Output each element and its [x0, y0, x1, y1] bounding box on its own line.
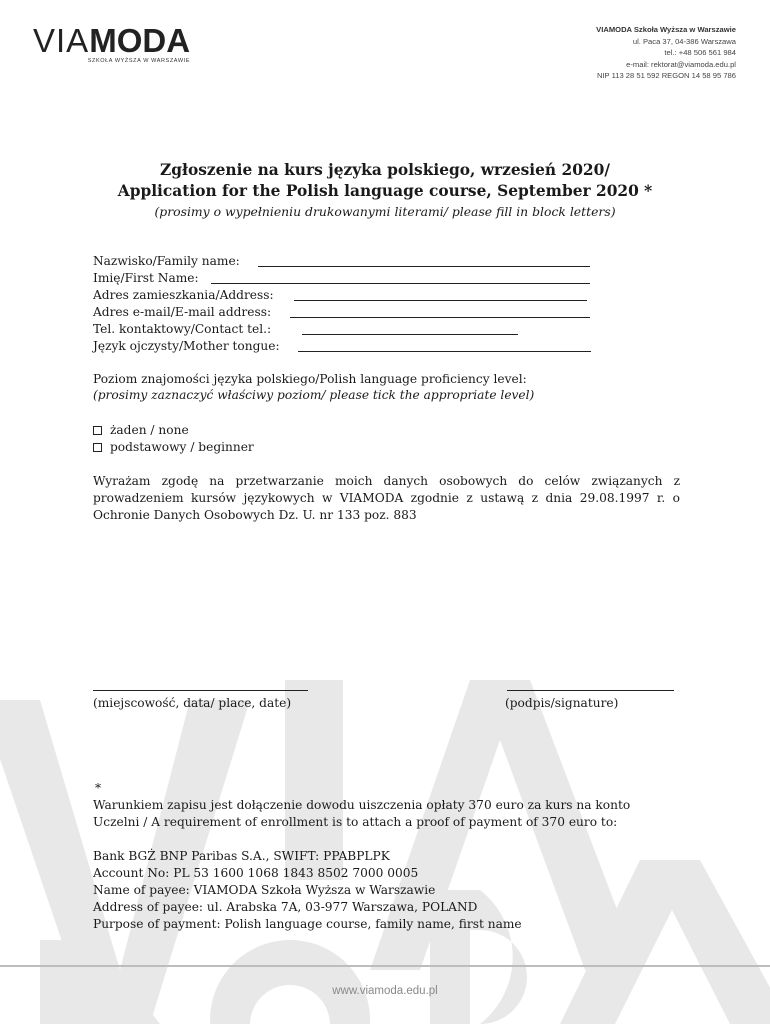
- phone-label: Tel. kontaktowy/Contact tel.:: [93, 322, 272, 336]
- payment-payee-address: Address of payee: ul. Arabska 7A, 03-977 Warszawa, POLAND: [93, 900, 478, 914]
- contact-org: VIAMODA Szkoła Wyższa w Warszawie: [596, 25, 736, 34]
- signature-label: (podpis/signature): [505, 696, 619, 710]
- payment-requirement-line1: Warunkiem zapisu jest dołączenie dowodu uiszczenia opłaty 370 euro za kurs na konto: [93, 798, 631, 812]
- phone-input-line[interactable]: [302, 333, 518, 335]
- form-title: [40, 160, 730, 221]
- family-name-input-line[interactable]: [258, 265, 590, 267]
- address-input-line[interactable]: [294, 299, 587, 301]
- payment-asterisk: *: [95, 781, 102, 795]
- level-beginner-label: podstawowy / beginner: [110, 439, 254, 454]
- data-processing-consent: Wyrażam zgodę na przetwarzanie moich danych osobowych do celów związanych z prowadzeniem kursów językowych w VIAMODA zgodnie z ustawą z dnia 29.08.1997 r. o Ochronie Danych Osobowych Dz. U. nr 133 poz. 883: [93, 474, 680, 522]
- footer-url: www.viamoda.edu.pl: [332, 985, 438, 997]
- mother-tongue-field: [93, 336, 280, 353]
- email-field: [93, 302, 271, 319]
- contact-address: ul. Paca 37, 04-386 Warszawa: [632, 36, 736, 46]
- payment-purpose: Purpose of payment: Polish language course, family name, first name: [93, 917, 522, 931]
- level-none-label: żaden / none: [110, 422, 189, 437]
- proficiency-instruction: (prosimy zaznaczyć właściwy poziom/ please tick the appropriate level): [93, 388, 535, 402]
- address-label: Adres zamieszkania/Address:: [93, 288, 274, 302]
- contact-block: [596, 24, 736, 82]
- title-subtitle: (prosimy o wypełnieniu drukowanymi literami/ please fill in block letters): [154, 204, 616, 219]
- logo-moda: MODA: [89, 22, 191, 59]
- place-date-line[interactable]: [93, 690, 308, 691]
- payment-requirement-line2: Uczelni / A requirement of enrollment is to attach a proof of payment of 370 euro to:: [93, 815, 618, 829]
- footer-divider: [0, 965, 770, 967]
- signature-line[interactable]: [507, 690, 674, 691]
- payment-payee: Name of payee: VIAMODA Szkoła Wyższa w Warszawie: [93, 883, 436, 897]
- payment-bank: Bank BGŻ BNP Paribas S.A., SWIFT: PPABPLPK: [93, 849, 390, 863]
- level-none-option[interactable]: [93, 421, 189, 438]
- level-beginner-option[interactable]: [93, 438, 254, 455]
- address-field: [93, 285, 274, 302]
- contact-email: e-mail: rektorat@viamoda.edu.pl: [626, 59, 736, 69]
- phone-field: [93, 319, 271, 336]
- title-english: Application for the Polish language course, September 2020 *: [117, 182, 653, 200]
- contact-ids: NIP 113 28 51 592 REGON 14 58 95 786: [596, 71, 736, 81]
- family-name-label: Nazwisko/Family name:: [93, 254, 240, 268]
- logo-wordmark: [33, 24, 190, 57]
- email-input-line[interactable]: [290, 316, 590, 318]
- mother-tongue-input-line[interactable]: [298, 350, 591, 352]
- first-name-field: [93, 268, 199, 285]
- level-beginner-checkbox[interactable]: [93, 443, 102, 452]
- logo-via: VIA: [33, 22, 90, 59]
- first-name-input-line[interactable]: [211, 282, 590, 284]
- first-name-label: Imię/First Name:: [93, 271, 199, 285]
- title-polish: Zgłoszenie na kurs języka polskiego, wrzesień 2020/: [160, 161, 610, 179]
- place-date-label: (miejscowość, data/ place, date): [93, 696, 292, 710]
- logo-subtitle: SZKOŁA WYŻSZA W WARSZAWIE: [87, 58, 191, 64]
- mother-tongue-label: Język ojczysty/Mother tongue:: [93, 339, 280, 353]
- payment-account: Account No: PL 53 1600 1068 1843 8502 7000 0005: [93, 866, 419, 880]
- family-name-field: [93, 251, 240, 268]
- email-label: Adres e-mail/E-mail address:: [93, 305, 272, 319]
- proficiency-heading: Poziom znajomości języka polskiego/Polish language proficiency level:: [93, 372, 527, 386]
- contact-phone: tel.: +48 506 561 984: [664, 48, 736, 58]
- viamoda-logo: [33, 24, 190, 64]
- level-none-checkbox[interactable]: [93, 426, 102, 435]
